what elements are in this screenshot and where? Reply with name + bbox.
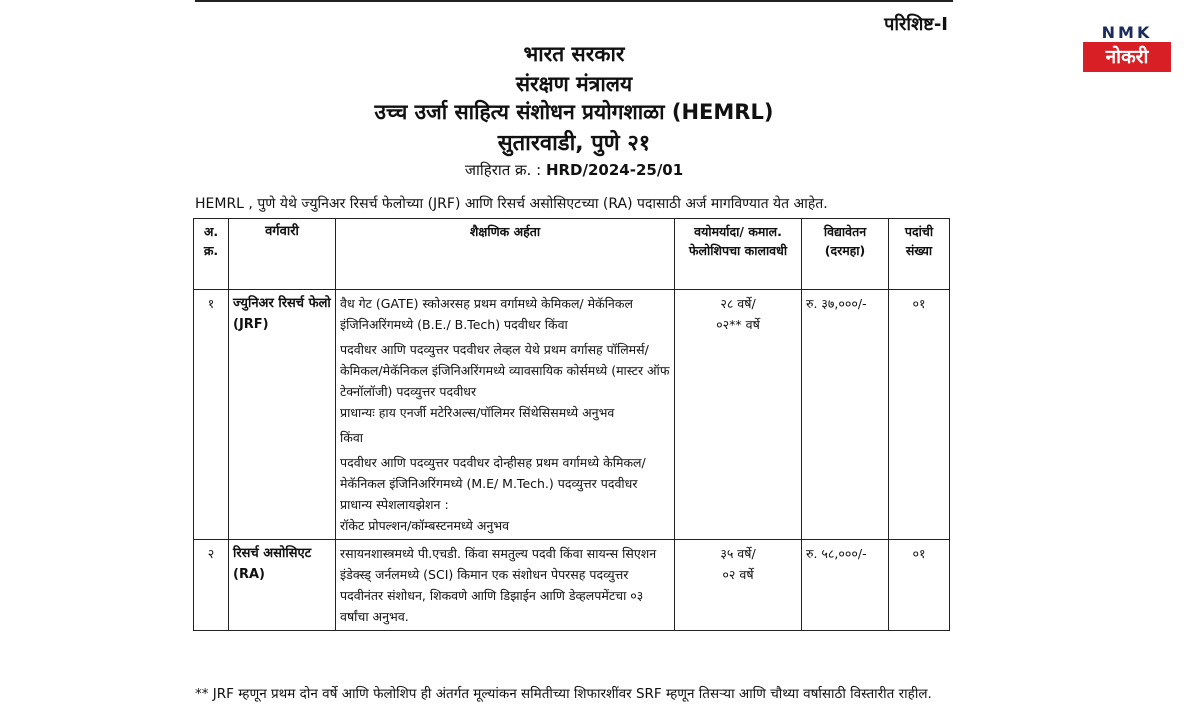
fellowship-duration: ०२** वर्षे [716, 317, 760, 332]
cell-count: ०१ [889, 540, 950, 631]
qualification-or: किंवा [340, 430, 364, 445]
advertisement-number [195, 160, 953, 180]
logo-text-naukri: नोकरी [1083, 42, 1171, 72]
qualification-para-3: पदवीधर आणि पदव्युत्तर पदवीधर दोन्हीसह प्रथम वर्गामध्ये केमिकल/ मेकॅनिकल इंजिनिअरिंगमध्ये (M.E/ M.Tech.) पदव्युत्तर पदवीधर [340, 455, 646, 491]
age-limit: ३५ वर्षे/ [720, 546, 756, 561]
cell-qualification [336, 540, 675, 631]
top-border-line [195, 0, 953, 2]
cell-category: ज्युनिअर रिसर्च फेलो (JRF) [229, 290, 336, 540]
cell-age [675, 540, 802, 631]
advertisement-code: HRD/2024-25/01 [545, 161, 684, 179]
cell-category: रिसर्च असोसिएट (RA) [229, 540, 336, 631]
table-header-row [194, 219, 950, 290]
qualification-para-3-preference-detail: रॉकेट प्रोपल्शन/कॉम्बस्टनमध्ये अनुभव [340, 518, 510, 533]
cell-count: ०१ [889, 290, 950, 540]
vacancy-table [193, 218, 950, 631]
nmk-logo [1083, 24, 1171, 72]
cell-qualification [336, 290, 675, 540]
table-row [194, 540, 950, 631]
header-stipend: विद्यावेतन (दरमहा) [802, 219, 889, 290]
qualification-para-2: पदवीधर आणि पदव्युत्तर पदवीधर लेव्हल येथे प्रथम वर्गासह पॉलिमर्स/केमिकल/मेकॅनिकल इंजिनिअरिंगमध्ये व्यावसायिक कोर्समध्ये (मास्टर ऑफ टेक्नॉलॉजी) पदव्युत्तर पदवीधर [340, 342, 670, 399]
header-qualification: शैक्षणिक अर्हता [336, 219, 675, 290]
header-serial: अ. क्र. [194, 219, 229, 290]
intro-text: HEMRL , पुणे येथे ज्युनिअर रिसर्च फेलोच्या (JRF) आणि रिसर्च असोसिएटच्या (RA) पदासाठी अर्ज मागविण्यात येत आहेत. [195, 196, 828, 212]
header-location: सुतारवाडी, पुणे २१ [497, 131, 651, 156]
header-category: वर्गवारी [229, 219, 336, 290]
advertisement-label: जाहिरात क्र. : [464, 161, 542, 179]
header-lab-name: उच्च उर्जा साहित्य संशोधन प्रयोगशाळा (HEMRL) [374, 100, 774, 124]
fellowship-duration: ०२ वर्षे [722, 567, 754, 582]
logo-text-nmk: NMK [1101, 23, 1153, 42]
qualification-para-1: रसायनशास्त्रमध्ये पी.एचडी. किंवा समतुल्य पदवी किंवा सायन्स सिएशन इंडेक्स्ड् जर्नलमध्ये (SCI) किमान एक संशोधन पेपरसह पदव्युत्तर पदवीनंतर संशोधन, शिकवणे आणि डिझाईन आणि डेव्हलपमेंटचा ०३ वर्षांचा अनुभव. [340, 546, 657, 624]
header-government: भारत सरकार [523, 42, 625, 66]
appendix-label: परिशिष्ट-I [884, 14, 948, 35]
header-count: पदांची संख्या [889, 219, 950, 290]
cell-stipend: रु. ३७,०००/- [802, 290, 889, 540]
footnote: ** JRF म्हणून प्रथम दोन वर्षे आणि फेलोशिप ही अंतर्गत मूल्यांकन समितीच्या शिफारशींवर SRF म्हणून तिसऱ्या आणि चौथ्या वर्षासाठी विस्तारीत राहील. [195, 686, 932, 702]
cell-serial: २ [194, 540, 229, 631]
cell-serial: १ [194, 290, 229, 540]
qualification-para-2-preference: प्राधान्यः हाय एनर्जी मटेरिअल्स/पॉलिमर सिंथेसिसमध्ये अनुभव [340, 405, 615, 420]
cell-age [675, 290, 802, 540]
table-row [194, 290, 950, 540]
qualification-para-3-preference: प्राधान्य स्पेशलायझेशन : [340, 497, 449, 512]
header-age: वयोमर्यादा/ कमाल. फेलोशिपचा कालावधी [675, 219, 802, 290]
cell-stipend: रु. ५८,०००/- [802, 540, 889, 631]
qualification-para-1: वैध गेट (GATE) स्कोअरसह प्रथम वर्गामध्ये केमिकल/ मेकॅनिकल इंजिनिअरिंगमध्ये (B.E./ B.Tech) पदवीधर किंवा [340, 296, 633, 332]
age-limit: २८ वर्षे/ [720, 296, 756, 311]
header-ministry: संरक्षण मंत्रालय [515, 72, 633, 96]
